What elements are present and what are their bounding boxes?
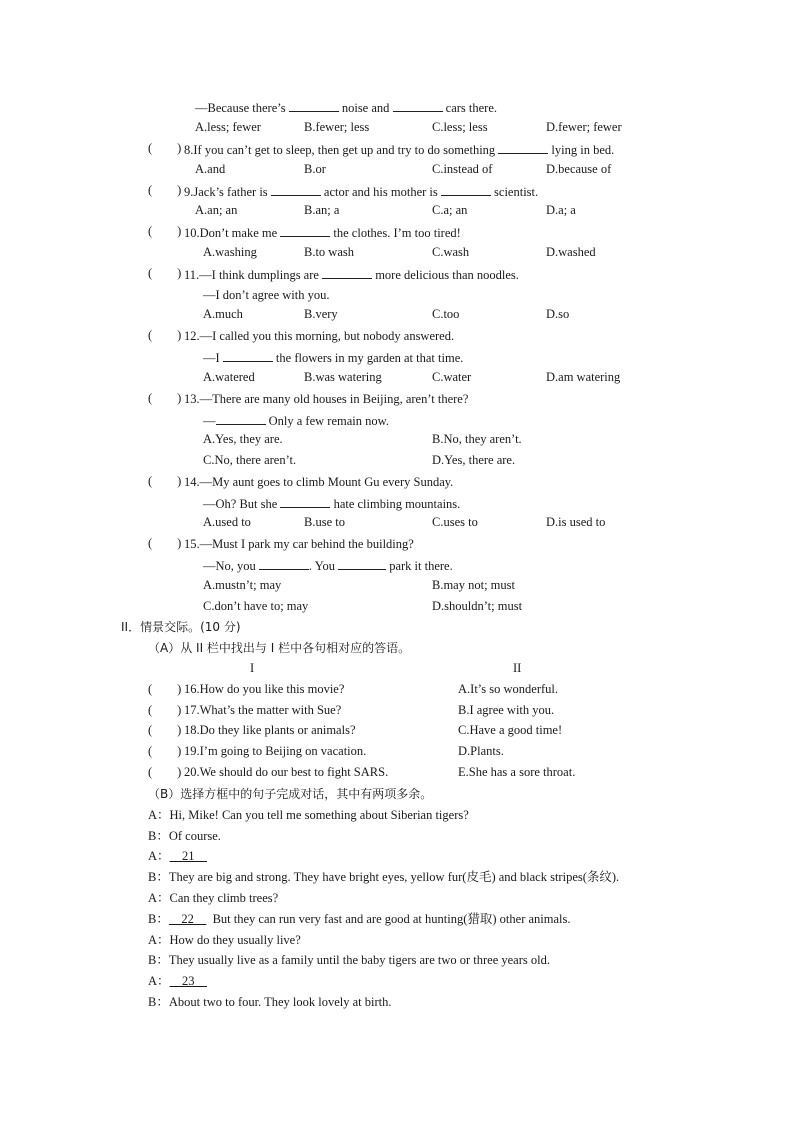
q11-option-b: B.very	[304, 307, 338, 321]
q14-option-b: B.use to	[304, 515, 345, 529]
q8-option-d: D.because of	[546, 162, 612, 176]
q11-answer-paren[interactable]: ( )	[148, 266, 182, 280]
q15-reply: —No, you . You park it there.	[203, 559, 453, 573]
dialogue-line: A：Can they climb trees?	[148, 891, 279, 905]
q7-blank-2[interactable]	[393, 99, 443, 112]
dialogue-line: B： 22 But they can run very fast and are good at hunting(猎取) other animals.	[148, 912, 571, 926]
q13-option-c: C.No, there aren’t.	[203, 453, 297, 467]
q14-option-c: C.uses to	[432, 515, 478, 529]
q14-option-a: A.used to	[203, 515, 251, 529]
q18-answer-paren[interactable]: ( )	[148, 723, 182, 737]
q7-option-a: A.less; fewer	[195, 120, 261, 134]
q10-stem: 10.Don’t make me the clothes. I’m too tired!	[184, 226, 461, 240]
q15-option-b: B.may not; must	[432, 578, 515, 592]
q8-blank[interactable]	[498, 141, 548, 154]
q15-answer-paren[interactable]: ( )	[148, 536, 182, 550]
q10-blank[interactable]	[280, 224, 330, 237]
q19-question: 19.I’m going to Beijing on vacation.	[184, 744, 367, 758]
q18-question: 18.Do they like plants or animals?	[184, 723, 356, 737]
q12-stem: 12.—I called you this morning, but nobody answered.	[184, 329, 455, 343]
q14-option-d: D.is used to	[546, 515, 606, 529]
q12-option-b: B.was watering	[304, 370, 382, 384]
q13-option-b: B.No, they aren’t.	[432, 432, 522, 446]
match-option-e: E.She has a sore throat.	[458, 765, 576, 779]
q9-option-b: B.an; a	[304, 203, 340, 217]
q16-answer-paren[interactable]: ( )	[148, 682, 182, 696]
match-option-b: B.I agree with you.	[458, 703, 555, 717]
q19-answer-paren[interactable]: ( )	[148, 744, 182, 758]
q17-answer-paren[interactable]: ( )	[148, 703, 182, 717]
q8-answer-paren[interactable]: ( )	[148, 141, 182, 155]
q20-question: 20.We should do our best to fight SARS.	[184, 765, 389, 779]
dialogue-line: A：Hi, Mike! Can you tell me something about Siberian tigers?	[148, 808, 469, 822]
q9-option-d: D.a; a	[546, 203, 576, 217]
q10-option-b: B.to wash	[304, 245, 354, 259]
blank-22[interactable]: 22	[168, 912, 207, 926]
q7-option-b: B.fewer; less	[304, 120, 370, 134]
section-2-title: II．情景交际。(10 分)	[121, 620, 241, 634]
dialogue-line: A： 21	[148, 849, 208, 863]
column-i-header: I	[250, 661, 255, 675]
q11-option-a: A.much	[203, 307, 243, 321]
q15-option-d: D.shouldn’t; must	[432, 599, 523, 613]
q9-blank-2[interactable]	[441, 183, 491, 196]
dialogue-line: B：Of course.	[148, 829, 221, 843]
q13-option-a: A.Yes, they are.	[203, 432, 283, 446]
q12-option-d: D.am watering	[546, 370, 621, 384]
q20-answer-paren[interactable]: ( )	[148, 765, 182, 779]
column-ii-header: II	[513, 661, 522, 675]
blank-21[interactable]: 21	[169, 849, 208, 863]
q8-option-b: B.or	[304, 162, 326, 176]
q9-blank-1[interactable]	[271, 183, 321, 196]
q13-blank[interactable]	[216, 412, 266, 425]
q14-reply: —Oh? But she hate climbing mountains.	[203, 497, 461, 511]
q10-answer-paren[interactable]: ( )	[148, 224, 182, 238]
q12-blank[interactable]	[223, 349, 273, 362]
q12-option-c: C.water	[432, 370, 472, 384]
dialogue-line: B：About two to four. They look lovely at birth.	[148, 995, 392, 1009]
q14-answer-paren[interactable]: ( )	[148, 474, 182, 488]
q8-stem: 8.If you can’t get to sleep, then get up and try to do something lying in bed.	[184, 143, 615, 157]
q12-answer-paren[interactable]: ( )	[148, 328, 182, 342]
q15-blank-2[interactable]	[338, 557, 386, 570]
q10-option-d: D.washed	[546, 245, 596, 259]
q15-blank-1[interactable]	[259, 557, 309, 570]
q12-reply: —I the flowers in my garden at that time.	[203, 351, 464, 365]
q15-option-c: C.don’t have to; may	[203, 599, 309, 613]
q12-option-a: A.watered	[203, 370, 255, 384]
q11-stem: 11.—I think dumplings are more delicious than noodles.	[184, 268, 519, 282]
q7-blank-1[interactable]	[289, 99, 339, 112]
q7-option-d: D.fewer; fewer	[546, 120, 622, 134]
q9-stem: 9.Jack’s father is actor and his mother is scientist.	[184, 185, 539, 199]
q16-question: 16.How do you like this movie?	[184, 682, 345, 696]
q11-reply: —I don’t agree with you.	[203, 288, 330, 302]
q15-stem: 15.—Must I park my car behind the building?	[184, 537, 414, 551]
part-b-instruction: （B）选择方框中的句子完成对话，其中有两项多余。	[148, 787, 433, 801]
q11-option-c: C.too	[432, 307, 460, 321]
q11-blank[interactable]	[322, 266, 372, 279]
q8-option-a: A.and	[195, 162, 226, 176]
q7-stem: —Because there’s noise and cars there.	[195, 101, 498, 115]
q7-option-c: C.less; less	[432, 120, 488, 134]
match-option-a: A.It’s so wonderful.	[458, 682, 558, 696]
blank-23[interactable]: 23	[169, 974, 208, 988]
dialogue-line: B：They are big and strong. They have bright eyes, yellow fur(皮毛) and black stripes(条纹).	[148, 870, 620, 884]
dialogue-line: A：How do they usually live?	[148, 933, 301, 947]
q9-answer-paren[interactable]: ( )	[148, 183, 182, 197]
dialogue-line: A： 23	[148, 974, 208, 988]
q9-option-c: C.a; an	[432, 203, 468, 217]
q15-option-a: A.mustn’t; may	[203, 578, 282, 592]
match-option-d: D.Plants.	[458, 744, 504, 758]
match-option-c: C.Have a good time!	[458, 723, 563, 737]
q13-reply: — Only a few remain now.	[203, 414, 389, 428]
q13-option-d: D.Yes, there are.	[432, 453, 516, 467]
q10-option-a: A.washing	[203, 245, 257, 259]
q10-option-c: C.wash	[432, 245, 470, 259]
part-a-instruction: （A）从 II 栏中找出与 I 栏中各句相对应的答语。	[148, 641, 411, 655]
q14-blank[interactable]	[280, 495, 330, 508]
q13-answer-paren[interactable]: ( )	[148, 391, 182, 405]
q13-stem: 13.—There are many old houses in Beijing, aren’t there?	[184, 392, 469, 406]
q17-question: 17.What’s the matter with Sue?	[184, 703, 342, 717]
q11-option-d: D.so	[546, 307, 570, 321]
dialogue-line: B：They usually live as a family until the baby tigers are two or three years old.	[148, 953, 550, 967]
q9-option-a: A.an; an	[195, 203, 238, 217]
q14-stem: 14.—My aunt goes to climb Mount Gu every Sunday.	[184, 475, 454, 489]
q8-option-c: C.instead of	[432, 162, 493, 176]
